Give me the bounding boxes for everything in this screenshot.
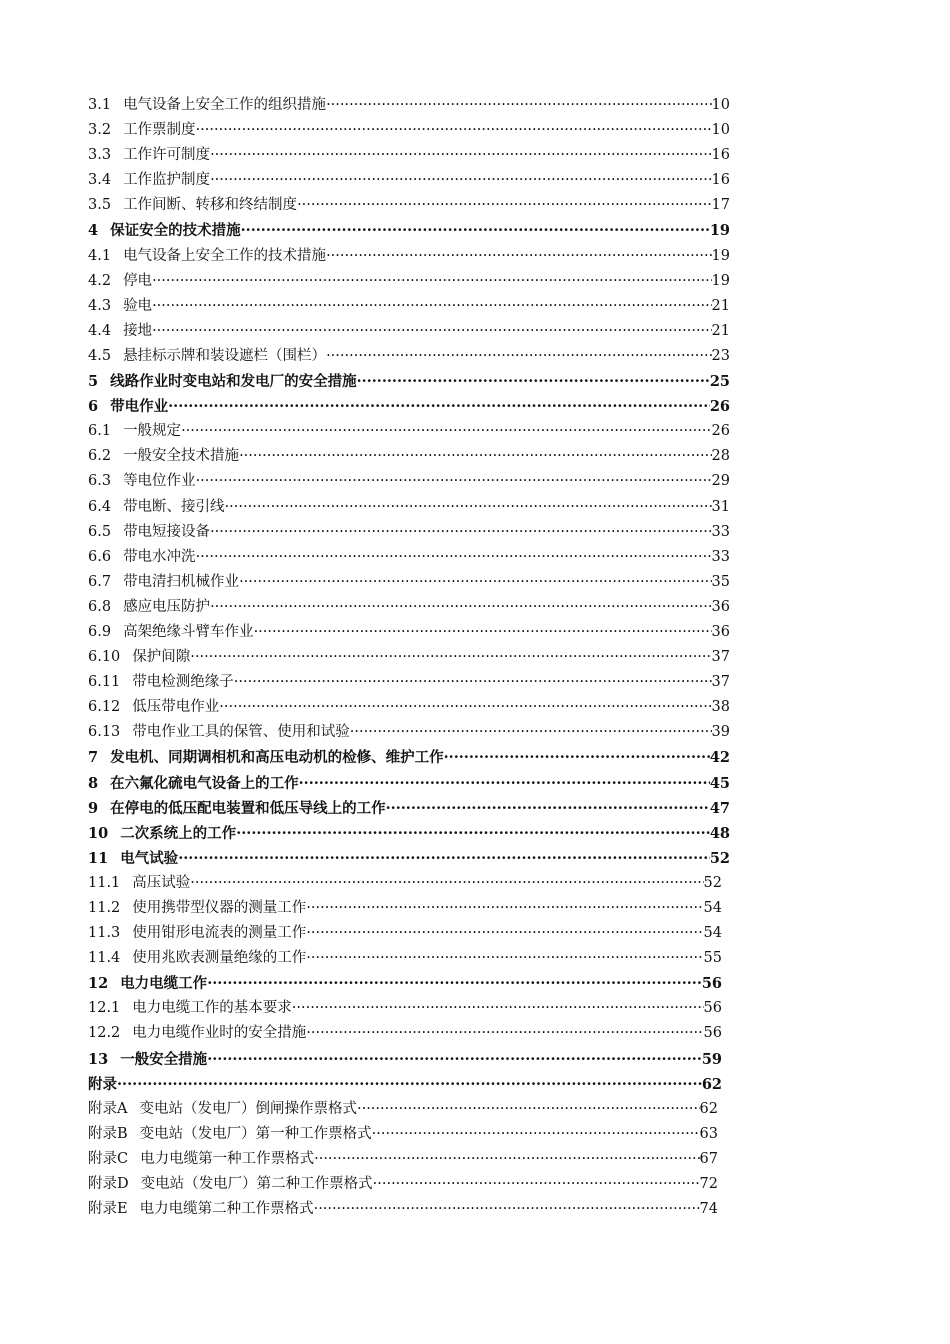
dot-leader: [357, 1097, 700, 1122]
toc-entry-page-number: 35: [711, 573, 730, 590]
toc-entry-page-number: 45: [709, 774, 730, 792]
toc-entry-title: 使用兆欧表测量绝缘的工作: [132, 950, 307, 967]
toc-entry[interactable]: [88, 319, 730, 344]
toc-entry-title: 工作票制度: [123, 122, 196, 139]
toc-entry-page-number: 36: [711, 598, 730, 615]
toc-entry-title: 电力电缆第一种工作票格式: [140, 1150, 315, 1167]
toc-entry-page-number: 37: [711, 649, 730, 666]
toc-entry[interactable]: [88, 495, 730, 520]
toc-entry-page-number: 16: [711, 147, 730, 164]
dot-leader: [292, 996, 704, 1021]
toc-entry-page-number: 47: [709, 799, 730, 817]
dot-leader: [314, 1147, 699, 1172]
toc-entry[interactable]: [88, 218, 730, 243]
toc-entry-page-number: 28: [711, 448, 730, 465]
toc-entry-number: 3.4: [88, 172, 112, 189]
toc-entry-page-number: 62: [701, 1075, 722, 1093]
toc-entry-number: 8: [88, 774, 99, 792]
dot-leader: [239, 570, 711, 595]
toc-entry-number: 附录B: [88, 1125, 128, 1142]
toc-entry-page-number: 74: [699, 1201, 718, 1218]
dot-leader: [373, 1172, 700, 1197]
toc-entry-number: 11.1: [88, 874, 121, 891]
toc-entry-page-number: 10: [711, 122, 730, 139]
dot-leader: [386, 796, 710, 821]
dot-leader: [326, 93, 711, 118]
dot-leader: [196, 545, 712, 570]
toc-entry[interactable]: [88, 896, 722, 921]
toc-entry-title: 接地: [123, 322, 153, 339]
dot-leader: [241, 218, 710, 243]
toc-entry-page-number: 72: [699, 1176, 718, 1193]
toc-entry-title: 带电作业: [110, 398, 169, 416]
toc-entry-page-number: 23: [711, 347, 730, 364]
toc-entry[interactable]: [88, 1072, 722, 1097]
toc-entry[interactable]: [88, 821, 730, 846]
toc-entry-page-number: 42: [709, 749, 730, 767]
toc-entry-page-number: 55: [703, 950, 722, 967]
toc-entry-page-number: 38: [711, 699, 730, 716]
dot-leader: [196, 469, 712, 494]
dot-leader: [196, 118, 712, 143]
toc-entry-number: 4: [88, 222, 99, 240]
toc-entry-number: 6.9: [88, 623, 112, 640]
toc-entry-number: 7: [88, 749, 99, 767]
toc-entry-title: 使用携带型仪器的测量工作: [132, 900, 307, 916]
toc-entry-title: 电力电缆作业时的安全措施: [132, 1025, 307, 1042]
toc-entry-title: 变电站（发电厂）第一种工作票格式: [139, 1125, 372, 1142]
dot-leader: [236, 821, 710, 846]
toc-entry-page-number: 59: [701, 1050, 722, 1068]
toc-entry-page-number: 16: [711, 172, 730, 189]
dot-leader: [326, 244, 711, 269]
toc-entry-page-number: 25: [709, 373, 730, 391]
dot-leader: [297, 193, 711, 218]
toc-entry-number: 3.1: [88, 97, 112, 113]
toc-entry-title: 带电检测绝缘子: [132, 674, 234, 691]
toc-entry[interactable]: [88, 1097, 718, 1122]
toc-entry[interactable]: [88, 720, 730, 745]
toc-entry-title: 使用钳形电流表的测量工作: [132, 925, 307, 942]
dot-leader: [178, 846, 710, 871]
toc-entry-title: 电气设备上安全工作的组织措施: [123, 97, 327, 113]
dot-leader: [210, 143, 711, 168]
toc-entry[interactable]: [88, 971, 722, 996]
toc-entry[interactable]: [88, 244, 730, 269]
dot-leader: [357, 369, 710, 394]
dot-leader: [168, 394, 710, 419]
toc-entry-number: 10: [88, 824, 109, 842]
toc-entry-page-number: 56: [703, 1025, 722, 1042]
toc-entry-page-number: 31: [711, 498, 730, 515]
dot-leader: [210, 520, 711, 545]
dot-leader: [372, 1122, 700, 1147]
toc-entry-title: 在六氟化硫电气设备上的工作: [110, 774, 299, 792]
dot-leader: [152, 269, 711, 294]
toc-entry-page-number: 26: [711, 423, 730, 440]
toc-entry-number: 附录E: [88, 1201, 128, 1218]
toc-entry-page-number: 10: [711, 97, 730, 113]
toc-entry-title: 停电: [123, 272, 153, 289]
dot-leader: [314, 1197, 700, 1222]
toc-entry[interactable]: [88, 745, 730, 770]
toc-entry-title: 在停电的低压配电装置和低压导线上的工作: [110, 799, 386, 817]
toc-entry[interactable]: [88, 469, 730, 494]
dot-leader: [306, 946, 703, 971]
dot-leader: [152, 294, 711, 319]
toc-entry-number: 4.4: [88, 322, 112, 339]
toc-entry-number: 9: [88, 799, 99, 817]
toc-entry-title: 工作间断、转移和终结制度: [123, 197, 298, 214]
toc-entry-number: 4.1: [88, 247, 112, 264]
toc-entry-title: 电力电缆工作: [120, 975, 208, 993]
toc-entry-number: 6.12: [88, 699, 121, 716]
toc-entry[interactable]: [88, 570, 730, 595]
dot-leader: [207, 971, 702, 996]
toc-entry-number: 3.5: [88, 197, 112, 214]
toc-entry-number: 6.2: [88, 448, 112, 465]
dot-leader: [254, 620, 712, 645]
toc-entry[interactable]: [88, 796, 730, 821]
toc-entry-page-number: 54: [703, 925, 722, 942]
dot-leader: [299, 771, 710, 796]
toc-entry-title: 一般规定: [123, 423, 182, 440]
toc-entry-number: 13: [88, 1050, 109, 1068]
toc-entry[interactable]: [88, 645, 730, 670]
toc-entry-title: 保护间隙: [132, 649, 191, 666]
dot-leader: [306, 921, 703, 946]
toc-entry[interactable]: [88, 996, 722, 1021]
toc-entry[interactable]: [88, 269, 730, 294]
toc-entry-number: 附录D: [88, 1176, 129, 1193]
toc-entry-number: 6.11: [88, 674, 121, 691]
toc-entry[interactable]: [88, 1021, 722, 1046]
toc-entry-number: 附录A: [88, 1100, 128, 1117]
dot-leader: [190, 871, 703, 896]
toc-entry-title: 电气试验: [120, 849, 179, 867]
dot-leader: [444, 745, 710, 770]
toc-entry[interactable]: [88, 1147, 718, 1172]
dot-leader: [239, 444, 711, 469]
toc-entry[interactable]: [88, 670, 730, 695]
toc-entry-title: 悬挂标示牌和装设遮栏（围栏）: [123, 347, 327, 364]
toc-entry-title: 工作许可制度: [123, 147, 211, 164]
toc-entry[interactable]: [88, 771, 730, 796]
toc-entry[interactable]: [88, 1122, 718, 1147]
toc-entry-title: 等电位作业: [123, 473, 196, 490]
toc-entry-number: 附录C: [88, 1150, 129, 1167]
toc-entry-page-number: 56: [703, 1000, 722, 1017]
toc-entry[interactable]: [88, 1197, 718, 1222]
toc-entry[interactable]: [88, 520, 730, 545]
dot-leader: [234, 670, 712, 695]
toc-entry[interactable]: [88, 118, 730, 143]
toc-entry-number: 12.2: [88, 1025, 121, 1042]
toc-entry-page-number: 62: [699, 1100, 718, 1117]
toc-entry-page-number: 56: [701, 975, 722, 993]
toc-entry-page-number: 37: [711, 674, 730, 691]
toc-entry-page-number: 48: [709, 824, 730, 842]
toc-entry-page-number: 29: [711, 473, 730, 490]
toc-entry-title: 验电: [123, 297, 153, 314]
toc-entry-title: 低压带电作业: [132, 699, 220, 716]
toc-entry[interactable]: [88, 846, 730, 871]
toc-entry-title: 工作监护制度: [123, 172, 211, 189]
dot-leader: [117, 1072, 702, 1097]
toc-entry-page-number: 21: [711, 322, 730, 339]
toc-entry[interactable]: [88, 419, 730, 444]
toc-entry-title: 带电作业工具的保管、使用和试验: [132, 724, 350, 741]
toc-entry-title: 变电站（发电厂）倒闸操作票格式: [139, 1100, 357, 1117]
toc-entry-title: 一般安全措施: [120, 1050, 208, 1068]
toc-entry[interactable]: [88, 143, 730, 168]
toc-entry-number: 12.1: [88, 1000, 121, 1017]
toc-entry[interactable]: [88, 620, 730, 645]
toc-entry-title: 保证安全的技术措施: [110, 222, 241, 240]
toc-entry-title: 高架绝缘斗臂车作业: [123, 623, 254, 640]
toc-entry-title: 电气设备上安全工作的技术措施: [123, 247, 327, 264]
toc-entry-page-number: 52: [709, 849, 730, 867]
toc-entry-number: 12: [88, 975, 109, 993]
toc-entry-title: 高压试验: [132, 874, 191, 891]
toc-entry-title: 带电水冲洗: [123, 548, 196, 565]
toc-entry-number: 3.3: [88, 147, 112, 164]
dot-leader: [207, 1047, 702, 1072]
toc-entry-number: 6: [88, 398, 99, 416]
toc-entry-title: 电力电缆工作的基本要求: [132, 1000, 292, 1017]
toc-entry-title: 一般安全技术措施: [123, 448, 240, 465]
toc-entry[interactable]: [88, 595, 730, 620]
toc-entry[interactable]: [88, 695, 730, 720]
dot-leader: [210, 168, 711, 193]
toc-entry-number: 4.3: [88, 297, 112, 314]
toc-entry-number: 5: [88, 373, 99, 391]
toc-entry-page-number: 63: [699, 1125, 718, 1142]
toc-entry-number: 6.3: [88, 473, 112, 490]
toc-entry-title: 带电短接设备: [123, 523, 211, 540]
toc-entry-number: 4.5: [88, 347, 112, 364]
toc-entry-page-number: 36: [711, 623, 730, 640]
toc-entry[interactable]: [88, 369, 730, 394]
dot-leader: [210, 595, 711, 620]
toc-entry[interactable]: [88, 193, 730, 218]
toc-entry[interactable]: [88, 1047, 722, 1072]
toc-entry-page-number: 39: [711, 724, 730, 741]
toc-entry-number: 6.8: [88, 598, 112, 615]
dot-leader: [190, 645, 711, 670]
toc-entry-page-number: 17: [711, 197, 730, 214]
toc-entry[interactable]: [88, 394, 730, 419]
dot-leader: [306, 896, 703, 921]
toc-entry-page-number: 19: [709, 222, 730, 240]
toc-entry-number: 6.7: [88, 573, 112, 590]
toc-entry-page-number: 52: [703, 874, 722, 891]
toc-entry[interactable]: [88, 921, 722, 946]
toc-entry-number: 11.2: [88, 900, 121, 916]
toc-entry-title: 感应电压防护: [123, 598, 211, 615]
toc-entry-number: 11.3: [88, 925, 121, 942]
toc-entry[interactable]: [88, 93, 730, 118]
toc-entry-title: 发电机、同期调相机和高压电动机的检修、维护工作: [110, 749, 444, 767]
toc-entry-number: 6.10: [88, 649, 121, 666]
dot-leader: [326, 344, 711, 369]
toc-entry-title: 电力电缆第二种工作票格式: [139, 1201, 314, 1218]
dot-leader: [350, 720, 712, 745]
table-of-contents: [88, 93, 748, 1222]
toc-entry-page-number: 19: [711, 272, 730, 289]
toc-entry-number: 11.4: [88, 950, 121, 967]
toc-entry-number: 6.13: [88, 724, 121, 741]
toc-entry[interactable]: [88, 344, 730, 369]
toc-entry-page-number: 33: [711, 523, 730, 540]
toc-entry-number: 4.2: [88, 272, 112, 289]
toc-entry-title: 带电断、接引线: [123, 498, 225, 515]
toc-entry-number: 11: [88, 849, 109, 867]
toc-entry-title: 线路作业时变电站和发电厂的安全措施: [110, 373, 357, 391]
toc-entry-number: 6.4: [88, 498, 112, 515]
toc-entry-page-number: 33: [711, 548, 730, 565]
toc-entry[interactable]: [88, 1172, 718, 1197]
toc-entry-page-number: 67: [699, 1150, 718, 1167]
toc-entry-page-number: 54: [703, 900, 722, 916]
toc-entry-title: 二次系统上的工作: [120, 824, 237, 842]
toc-entry-page-number: 19: [711, 247, 730, 264]
toc-entry[interactable]: [88, 168, 730, 193]
toc-entry-number: 6.6: [88, 548, 112, 565]
toc-entry-page-number: 26: [709, 398, 730, 416]
dot-leader: [225, 495, 712, 520]
toc-entry[interactable]: [88, 294, 730, 319]
dot-leader: [306, 1021, 703, 1046]
toc-entry-number: 6.1: [88, 423, 112, 440]
toc-entry-title: 带电清扫机械作业: [123, 573, 240, 590]
dot-leader: [219, 695, 711, 720]
toc-entry-title: 附录: [88, 1075, 117, 1093]
dot-leader: [152, 319, 711, 344]
toc-entry-number: 3.2: [88, 122, 112, 139]
toc-entry[interactable]: [88, 946, 722, 971]
toc-entry[interactable]: [88, 444, 730, 469]
toc-entry-number: 6.5: [88, 523, 112, 540]
toc-entry[interactable]: [88, 871, 722, 896]
toc-entry-title: 变电站（发电厂）第二种工作票格式: [140, 1176, 373, 1193]
toc-entry[interactable]: [88, 545, 730, 570]
dot-leader: [181, 419, 711, 444]
toc-entry-page-number: 21: [711, 297, 730, 314]
